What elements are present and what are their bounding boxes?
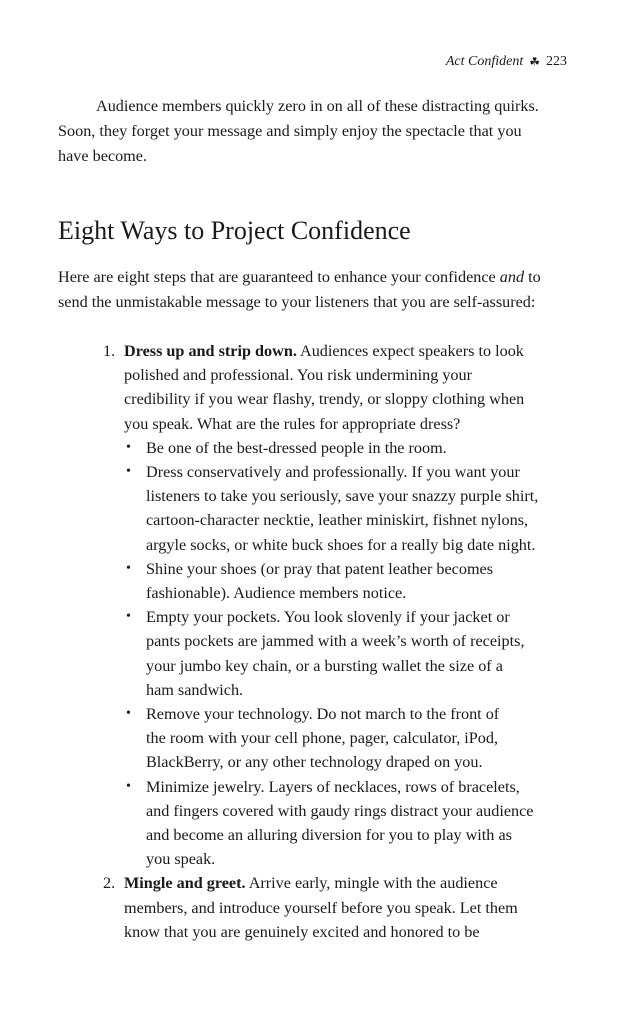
- steps-list: [0, 339, 624, 944]
- text-line: know that you are genuinely excited and honored to be: [124, 922, 480, 941]
- bullet-item: [124, 775, 624, 872]
- text-line: fashionable). Audience members notice.: [146, 584, 407, 603]
- bullet-icon: •: [126, 609, 131, 625]
- text-line: listeners to take you seriously, save your snazzy purple shirt,: [146, 487, 539, 506]
- step-item: [0, 339, 624, 871]
- text-segment: to: [524, 268, 541, 286]
- bullet-icon: •: [126, 560, 131, 576]
- step-item: [0, 871, 624, 944]
- bullet-item: [124, 702, 624, 775]
- text-line: have become.: [58, 147, 147, 165]
- text-line: Audience members quickly zero in on all of these distracting quirks.: [96, 97, 539, 115]
- text-line: Remove your technology. Do not march to the front of: [146, 705, 500, 724]
- intro-paragraph: [58, 94, 570, 169]
- bullet-item: [124, 460, 624, 557]
- bullet-icon: •: [126, 464, 131, 480]
- bullet-item: [124, 436, 624, 460]
- text-line: send the unmistakable message to your listeners that you are self-assured:: [58, 293, 536, 311]
- text-line: ham sandwich.: [146, 680, 244, 699]
- leaf-ornament-icon: ☘: [529, 54, 538, 69]
- bullet-icon: •: [126, 706, 131, 722]
- running-head: [446, 54, 567, 70]
- text-line: argyle socks, or white buck shoes for a really big date night.: [146, 535, 536, 554]
- text-segment: Arrive early, mingle with the audience: [245, 874, 498, 893]
- text-line: the room with your cell phone, pager, calculator, iPod,: [146, 729, 499, 748]
- text-segment: Here are eight steps that are guaranteed to enhance your confidence: [58, 268, 500, 286]
- page-number: 223: [546, 54, 567, 69]
- text-line: you speak.: [146, 850, 216, 869]
- text-line: Be one of the best-dressed people in the room.: [146, 438, 447, 457]
- text-line: credibility if you wear flashy, trendy, or sloppy clothing when: [124, 390, 525, 409]
- text-line: your jumbo key chain, or a bursting wallet the size of a: [146, 656, 503, 675]
- step-title: Mingle and greet.: [124, 874, 246, 893]
- text-line: [58, 265, 578, 290]
- bullet-item: [124, 557, 624, 605]
- section-heading: Eight Ways to Project Confidence: [58, 216, 411, 245]
- text-segment: Audiences expect speakers to look: [296, 342, 524, 360]
- text-line: and fingers covered with gaudy rings distract your audience: [146, 801, 534, 820]
- running-head-title: Act Confident: [445, 54, 524, 69]
- text-line: polished and professional. You risk undermining your: [124, 366, 473, 385]
- text-line: you speak. What are the rules for appropriate dress?: [124, 414, 461, 433]
- text-line: Soon, they forget your message and simply enjoy the spectacle that you: [58, 122, 522, 140]
- text-line: [124, 871, 624, 895]
- step-number: 1.: [103, 342, 116, 360]
- step-title: Dress up and strip down.: [124, 342, 297, 360]
- bullet-item: [124, 605, 624, 702]
- text-line: Dress conservatively and professionally. If you want your: [146, 463, 520, 482]
- text-line: Empty your pockets. You look slovenly if your jacket or: [146, 608, 510, 627]
- text-line: pants pockets are jammed with a week’s worth of receipts,: [146, 632, 525, 651]
- text-line: members, and introduce yourself before you speak. Let them: [124, 898, 518, 917]
- text-line: Minimize jewelry. Layers of necklaces, rows of bracelets,: [146, 777, 520, 796]
- text-line: cartoon-character necktie, leather miniskirt, fishnet nylons,: [146, 511, 529, 530]
- bullet-list: [124, 436, 624, 872]
- text-line: BlackBerry, or any other technology draped on you.: [146, 753, 483, 772]
- lead-paragraph: [58, 265, 578, 315]
- text-line: Shine your shoes (or pray that patent leather becomes: [146, 559, 494, 578]
- text-line: [124, 339, 624, 363]
- emphasis-text: and: [499, 268, 525, 286]
- bullet-icon: •: [126, 439, 131, 455]
- text-line: and become an alluring diversion for you to play with as: [146, 826, 512, 845]
- step-number: 2.: [103, 874, 116, 893]
- bullet-icon: •: [126, 778, 131, 794]
